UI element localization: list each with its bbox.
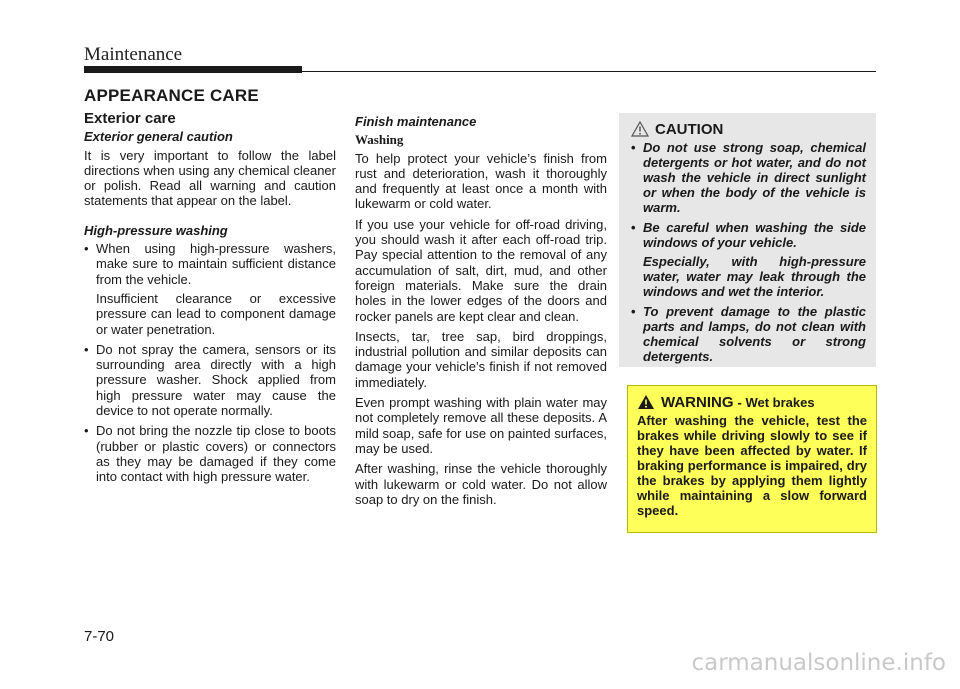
list-item-continuation: Insufficient clearance or excessive pressure can lead to component damage or water penetration. [96,290,336,337]
list-item [84,423,336,484]
warning-title: WARNING [661,393,734,411]
list-item-continuation: Especially, with high-pressure water, water may leak through the windows and wet the interior. [643,254,866,299]
finish-maintenance-subheading: Finish maintenance [355,114,477,129]
washing-paragraph: To help protect your vehicle’s finish from rust and deterioration, wash it thoroughly and frequently at least once a month with lukewarm or cold water. [355,150,607,212]
header-bar [84,66,302,73]
list-item [631,140,866,215]
list-item-text: Do not bring the nozzle tip close to boots (rubber or plastic covers) or connectors as they may be damaged if they come into contact with high pressure water. [96,423,336,485]
list-item [631,220,866,299]
header-rule [302,71,876,72]
left-column [84,111,336,490]
list-item [631,304,866,364]
high-pressure-subheading: High-pressure washing [84,222,228,238]
general-caution-subheading: Exterior general caution [84,129,233,145]
bullet-dot: • [631,304,636,319]
bullet-dot: • [631,220,636,235]
washing-paragraph: Even prompt washing with plain water may not completely remove all these deposits. A mild soap, safe for use on painted surfaces, may be used. [355,395,607,456]
high-pressure-list [84,241,336,484]
page-header-title: Maintenance [84,44,183,65]
caution-triangle-icon [631,121,649,137]
list-item [84,241,336,337]
general-caution-paragraph: It is very important to follow the label directions when using any chemical cleaner or polish. Read all warning and caution statements that appear on the label. [84,147,336,209]
washing-paragraph: Insects, tar, tree sap, bird droppings, industrial pollution and similar deposits can damage your vehicle’s finish if not removed immediately. [355,328,607,390]
caution-list [631,140,866,364]
washing-paragraph: If you use your vehicle for off-road driving, you should wash it after each off-road trip. Pay special attention to the removal of any accumulation of salt, dirt, mud, and other foreign materials. Make sure the drain holes in the lower edges of the doors and rocker panels are kept clear and clean. [355,216,607,324]
list-item-text: Do not spray the camera, sensors or its surrounding area directly with a high pressure washer. Shock applied from high pressure water may cause the device to not operate normally. [96,341,336,419]
bullet-dot: • [631,140,636,155]
bullet-dot: • [84,241,89,257]
caution-header [631,121,866,137]
list-item-text: To prevent damage to the plastic parts and lamps, do not clean with chemical solvents or strong detergents. [643,304,866,364]
bullet-dot: • [84,341,89,357]
list-item-text: When using high-pressure washers, make sure to maintain sufficient distance from the vehicle. [96,241,336,287]
washing-label: Washing [355,132,404,148]
warning-text: After washing the vehicle, test the brakes while driving slowly to see if they have been affected by water. If braking performance is impaired, dry the brakes by applying them lightly while maintaining a slow forward speed. [637,413,867,518]
list-item [84,342,336,418]
watermark: carmanualsonline.info [691,650,946,676]
washing-paragraph: After washing, rinse the vehicle thoroughly with lukewarm or cold water. Do not allow soap to dry on the finish. [355,461,607,507]
section-title: APPEARANCE CARE [84,86,259,105]
warning-header [637,394,867,410]
caution-title: CAUTION [655,120,724,138]
warning-subtitle: - Wet brakes [737,394,815,410]
page-number: 7-70 [84,628,115,645]
exterior-care-heading: Exterior care [84,110,176,127]
warning-triangle-icon [637,394,655,410]
caution-box [619,113,876,367]
warning-box [627,385,877,533]
middle-column [355,111,607,512]
bullet-dot: • [84,423,89,439]
list-item-text: Do not use strong soap, chemical detergents or hot water, and do not wash the vehicle in direct sunlight or when the body of the vehicle is warm. [643,140,866,215]
list-item-text: Be careful when washing the side windows of your vehicle. [643,220,866,250]
